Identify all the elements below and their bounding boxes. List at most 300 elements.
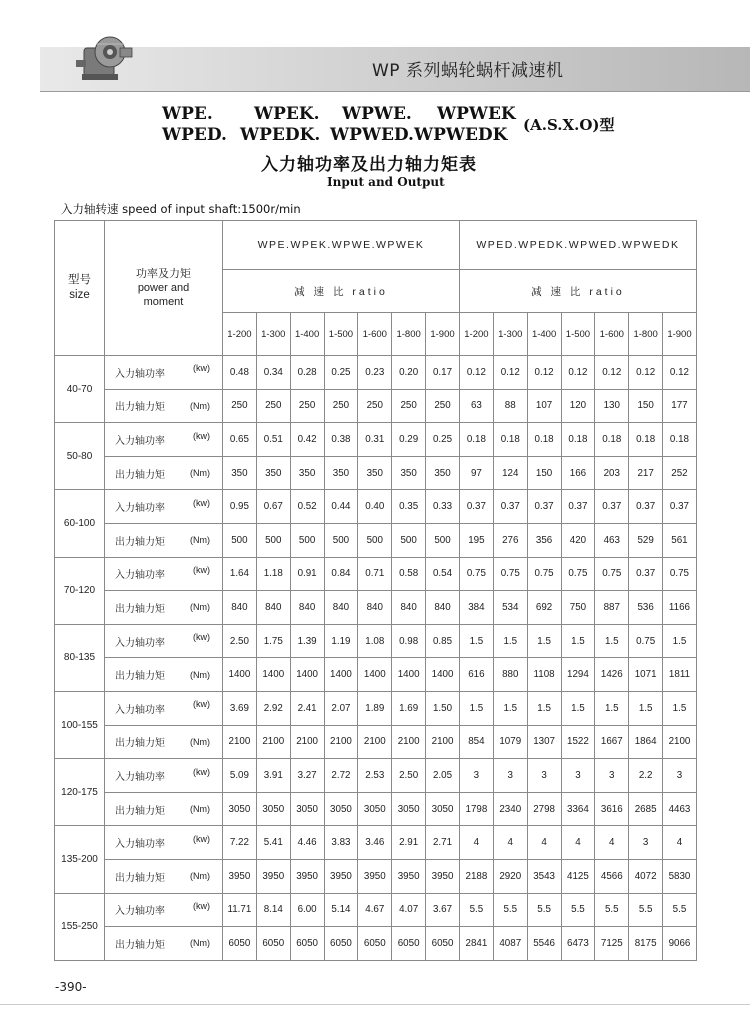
size-cell: 50-80 bbox=[55, 423, 105, 490]
quantity-label: 入力轴功率 bbox=[115, 368, 165, 380]
group-header-1: WPE.WPEK.WPWE.WPWEK bbox=[223, 221, 460, 270]
power-value-cell: 2.91 bbox=[392, 826, 426, 860]
power-value-cell: 0.51 bbox=[256, 423, 290, 457]
power-value-cell: 1.5 bbox=[595, 624, 629, 658]
quantity-label: 出力轴力矩 bbox=[115, 805, 165, 817]
power-value-cell: 0.18 bbox=[663, 423, 697, 457]
torque-value-cell: 350 bbox=[223, 456, 257, 490]
torque-value-cell: 217 bbox=[629, 456, 663, 490]
torque-value-cell: 840 bbox=[324, 591, 358, 625]
power-value-cell: 0.12 bbox=[493, 356, 527, 390]
table-row bbox=[55, 893, 697, 927]
power-value-cell: 7.22 bbox=[223, 826, 257, 860]
quantity-label: 入力轴功率 bbox=[115, 503, 165, 515]
title-english: Input and Output bbox=[327, 175, 445, 189]
power-value-cell: 0.48 bbox=[223, 356, 257, 390]
torque-value-cell: 6050 bbox=[256, 927, 290, 961]
label-en-2: moment bbox=[143, 296, 184, 308]
unit-label: (kw) bbox=[193, 699, 210, 710]
torque-value-cell: 1071 bbox=[629, 658, 663, 692]
power-value-cell: 2.50 bbox=[392, 759, 426, 793]
input-power-label bbox=[105, 759, 223, 793]
power-value-cell: 5.5 bbox=[629, 893, 663, 927]
power-value-cell: 0.37 bbox=[459, 490, 493, 524]
power-value-cell: 1.5 bbox=[595, 691, 629, 725]
torque-value-cell: 840 bbox=[392, 591, 426, 625]
power-value-cell: 4.67 bbox=[358, 893, 392, 927]
size-cell: 60-100 bbox=[55, 490, 105, 557]
unit-label: (kw) bbox=[193, 497, 210, 508]
torque-value-cell: 3950 bbox=[223, 859, 257, 893]
unit-label: (Nm) bbox=[190, 400, 210, 411]
power-value-cell: 0.98 bbox=[392, 624, 426, 658]
unit-label: (Nm) bbox=[190, 602, 210, 613]
power-value-cell: 0.75 bbox=[595, 557, 629, 591]
power-value-cell: 0.44 bbox=[324, 490, 358, 524]
power-value-cell: 0.52 bbox=[290, 490, 324, 524]
output-torque-label bbox=[105, 389, 223, 423]
power-value-cell: 1.5 bbox=[527, 624, 561, 658]
unit-label: (Nm) bbox=[190, 938, 210, 949]
table-row bbox=[55, 725, 697, 759]
torque-value-cell: 1108 bbox=[527, 658, 561, 692]
torque-value-cell: 3364 bbox=[561, 792, 595, 826]
power-value-cell: 0.23 bbox=[358, 356, 392, 390]
power-value-cell: 2.92 bbox=[256, 691, 290, 725]
ratio-cell: 1-500 bbox=[324, 313, 358, 356]
torque-value-cell: 384 bbox=[459, 591, 493, 625]
torque-value-cell: 2100 bbox=[358, 725, 392, 759]
unit-label: (kw) bbox=[193, 363, 210, 374]
power-value-cell: 4 bbox=[459, 826, 493, 860]
quantity-label: 入力轴功率 bbox=[115, 771, 165, 783]
title-model-wpwe: WPWE. bbox=[342, 104, 412, 124]
quantity-label: 出力轴力矩 bbox=[115, 603, 165, 615]
torque-value-cell: 4566 bbox=[595, 859, 629, 893]
torque-value-cell: 8175 bbox=[629, 927, 663, 961]
power-value-cell: 4 bbox=[493, 826, 527, 860]
torque-value-cell: 3950 bbox=[324, 859, 358, 893]
ratio-cell: 1-300 bbox=[493, 313, 527, 356]
power-value-cell: 3 bbox=[493, 759, 527, 793]
table-row bbox=[55, 859, 697, 893]
quantity-label: 出力轴力矩 bbox=[115, 872, 165, 884]
unit-label: (Nm) bbox=[190, 804, 210, 815]
power-value-cell: 0.75 bbox=[493, 557, 527, 591]
torque-value-cell: 1400 bbox=[324, 658, 358, 692]
size-cell: 155-250 bbox=[55, 893, 105, 960]
power-value-cell: 2.2 bbox=[629, 759, 663, 793]
torque-value-cell: 529 bbox=[629, 523, 663, 557]
power-value-cell: 0.91 bbox=[290, 557, 324, 591]
output-torque-label bbox=[105, 523, 223, 557]
title-model-wpwek: WPWEK bbox=[437, 104, 516, 124]
model-label-en: size bbox=[69, 289, 90, 301]
input-power-label bbox=[105, 624, 223, 658]
torque-value-cell: 500 bbox=[358, 523, 392, 557]
torque-value-cell: 500 bbox=[392, 523, 426, 557]
torque-value-cell: 107 bbox=[527, 389, 561, 423]
title-suffix: (A.S.X.O)型 bbox=[523, 116, 615, 134]
power-value-cell: 1.5 bbox=[629, 691, 663, 725]
power-value-cell: 2.72 bbox=[324, 759, 358, 793]
unit-label: (kw) bbox=[193, 632, 210, 643]
torque-value-cell: 692 bbox=[527, 591, 561, 625]
torque-value-cell: 2100 bbox=[324, 725, 358, 759]
ratio-cell: 1-200 bbox=[459, 313, 493, 356]
ratio-cell: 1-300 bbox=[256, 313, 290, 356]
torque-value-cell: 3543 bbox=[527, 859, 561, 893]
quantity-label: 出力轴力矩 bbox=[115, 402, 165, 414]
input-power-label bbox=[105, 893, 223, 927]
torque-value-cell: 1798 bbox=[459, 792, 493, 826]
power-value-cell: 0.12 bbox=[629, 356, 663, 390]
power-value-cell: 5.5 bbox=[663, 893, 697, 927]
unit-label: (Nm) bbox=[190, 468, 210, 479]
torque-value-cell: 97 bbox=[459, 456, 493, 490]
power-value-cell: 0.75 bbox=[561, 557, 595, 591]
torque-value-cell: 561 bbox=[663, 523, 697, 557]
input-power-label bbox=[105, 356, 223, 390]
ratio-cell: 1-400 bbox=[290, 313, 324, 356]
torque-value-cell: 7125 bbox=[595, 927, 629, 961]
ratio-cell: 1-800 bbox=[392, 313, 426, 356]
power-value-cell: 0.33 bbox=[426, 490, 460, 524]
power-value-cell: 0.25 bbox=[426, 423, 460, 457]
torque-value-cell: 536 bbox=[629, 591, 663, 625]
power-value-cell: 4 bbox=[663, 826, 697, 860]
power-value-cell: 1.5 bbox=[561, 691, 595, 725]
power-value-cell: 5.5 bbox=[459, 893, 493, 927]
power-value-cell: 0.20 bbox=[392, 356, 426, 390]
torque-value-cell: 2100 bbox=[290, 725, 324, 759]
torque-value-cell: 887 bbox=[595, 591, 629, 625]
power-value-cell: 0.40 bbox=[358, 490, 392, 524]
input-power-label bbox=[105, 490, 223, 524]
torque-value-cell: 880 bbox=[493, 658, 527, 692]
torque-value-cell: 500 bbox=[256, 523, 290, 557]
power-value-cell: 1.5 bbox=[663, 691, 697, 725]
power-value-cell: 0.34 bbox=[256, 356, 290, 390]
torque-value-cell: 463 bbox=[595, 523, 629, 557]
torque-value-cell: 124 bbox=[493, 456, 527, 490]
title-chinese: 入力轴功率及出力轴力矩表 bbox=[261, 155, 477, 175]
title-model-wpedk: WPEDK. bbox=[240, 125, 321, 145]
torque-value-cell: 1400 bbox=[256, 658, 290, 692]
ratio-cell: 1-800 bbox=[629, 313, 663, 356]
table-row bbox=[55, 792, 697, 826]
torque-value-cell: 1079 bbox=[493, 725, 527, 759]
col-header-power-moment bbox=[105, 221, 223, 356]
quantity-label: 出力轴力矩 bbox=[115, 469, 165, 481]
ratio-cell: 1-400 bbox=[527, 313, 561, 356]
torque-value-cell: 4087 bbox=[493, 927, 527, 961]
power-value-cell: 1.5 bbox=[493, 624, 527, 658]
torque-value-cell: 840 bbox=[358, 591, 392, 625]
output-torque-label bbox=[105, 725, 223, 759]
input-speed-note: 入力轴转速 speed of input shaft:1500r/min bbox=[61, 202, 301, 216]
torque-value-cell: 1400 bbox=[223, 658, 257, 692]
quantity-label: 入力轴功率 bbox=[115, 906, 165, 918]
torque-value-cell: 500 bbox=[223, 523, 257, 557]
torque-value-cell: 63 bbox=[459, 389, 493, 423]
torque-value-cell: 150 bbox=[629, 389, 663, 423]
torque-value-cell: 1400 bbox=[358, 658, 392, 692]
power-value-cell: 5.5 bbox=[527, 893, 561, 927]
unit-label: (kw) bbox=[193, 430, 210, 441]
input-power-label bbox=[105, 691, 223, 725]
power-value-cell: 1.19 bbox=[324, 624, 358, 658]
power-value-cell: 1.69 bbox=[392, 691, 426, 725]
torque-value-cell: 1400 bbox=[426, 658, 460, 692]
torque-value-cell: 840 bbox=[290, 591, 324, 625]
table-row bbox=[55, 423, 697, 457]
torque-value-cell: 500 bbox=[290, 523, 324, 557]
power-value-cell: 2.05 bbox=[426, 759, 460, 793]
torque-value-cell: 3950 bbox=[256, 859, 290, 893]
torque-value-cell: 3050 bbox=[392, 792, 426, 826]
torque-value-cell: 2100 bbox=[223, 725, 257, 759]
power-value-cell: 0.37 bbox=[595, 490, 629, 524]
torque-value-cell: 3950 bbox=[392, 859, 426, 893]
unit-label: (Nm) bbox=[190, 736, 210, 747]
power-value-cell: 1.5 bbox=[527, 691, 561, 725]
torque-value-cell: 3950 bbox=[426, 859, 460, 893]
power-value-cell: 0.29 bbox=[392, 423, 426, 457]
power-value-cell: 0.35 bbox=[392, 490, 426, 524]
table-row bbox=[55, 591, 697, 625]
size-cell: 135-200 bbox=[55, 826, 105, 893]
torque-value-cell: 2920 bbox=[493, 859, 527, 893]
torque-value-cell: 2340 bbox=[493, 792, 527, 826]
power-value-cell: 1.64 bbox=[223, 557, 257, 591]
torque-value-cell: 203 bbox=[595, 456, 629, 490]
size-cell: 80-135 bbox=[55, 624, 105, 691]
title-model-wpe: WPE. bbox=[162, 104, 213, 124]
torque-value-cell: 2188 bbox=[459, 859, 493, 893]
power-value-cell: 0.12 bbox=[595, 356, 629, 390]
torque-value-cell: 2100 bbox=[392, 725, 426, 759]
power-value-cell: 4 bbox=[561, 826, 595, 860]
torque-value-cell: 1864 bbox=[629, 725, 663, 759]
title-model-wpwed: WPWED.WPWEDK bbox=[330, 125, 508, 145]
power-value-cell: 5.41 bbox=[256, 826, 290, 860]
table-row bbox=[55, 927, 697, 961]
power-value-cell: 0.37 bbox=[527, 490, 561, 524]
torque-value-cell: 1400 bbox=[290, 658, 324, 692]
power-value-cell: 0.75 bbox=[459, 557, 493, 591]
torque-value-cell: 350 bbox=[256, 456, 290, 490]
torque-value-cell: 130 bbox=[595, 389, 629, 423]
torque-value-cell: 1426 bbox=[595, 658, 629, 692]
power-value-cell: 2.71 bbox=[426, 826, 460, 860]
power-value-cell: 0.12 bbox=[561, 356, 595, 390]
power-value-cell: 0.38 bbox=[324, 423, 358, 457]
torque-value-cell: 3616 bbox=[595, 792, 629, 826]
torque-value-cell: 6473 bbox=[561, 927, 595, 961]
power-value-cell: 3.27 bbox=[290, 759, 324, 793]
power-value-cell: 4.07 bbox=[392, 893, 426, 927]
torque-value-cell: 2798 bbox=[527, 792, 561, 826]
quantity-label: 入力轴功率 bbox=[115, 704, 165, 716]
torque-value-cell: 166 bbox=[561, 456, 595, 490]
power-value-cell: 8.14 bbox=[256, 893, 290, 927]
power-value-cell: 3 bbox=[459, 759, 493, 793]
torque-value-cell: 250 bbox=[290, 389, 324, 423]
power-value-cell: 0.85 bbox=[426, 624, 460, 658]
torque-value-cell: 177 bbox=[663, 389, 697, 423]
torque-value-cell: 250 bbox=[358, 389, 392, 423]
power-value-cell: 3.69 bbox=[223, 691, 257, 725]
output-torque-label bbox=[105, 456, 223, 490]
torque-value-cell: 2841 bbox=[459, 927, 493, 961]
power-value-cell: 0.75 bbox=[527, 557, 561, 591]
power-value-cell: 3 bbox=[629, 826, 663, 860]
torque-value-cell: 6050 bbox=[358, 927, 392, 961]
unit-label: (Nm) bbox=[190, 535, 210, 546]
power-value-cell: 1.89 bbox=[358, 691, 392, 725]
torque-value-cell: 3950 bbox=[290, 859, 324, 893]
torque-value-cell: 350 bbox=[290, 456, 324, 490]
torque-value-cell: 2685 bbox=[629, 792, 663, 826]
power-value-cell: 0.12 bbox=[663, 356, 697, 390]
table-row bbox=[55, 356, 697, 390]
power-value-cell: 4.46 bbox=[290, 826, 324, 860]
input-power-label bbox=[105, 423, 223, 457]
power-value-cell: 0.18 bbox=[459, 423, 493, 457]
output-torque-label bbox=[105, 859, 223, 893]
power-value-cell: 0.37 bbox=[629, 557, 663, 591]
page-number: -390- bbox=[55, 980, 87, 994]
power-value-cell: 3 bbox=[595, 759, 629, 793]
ratio-cell: 1-600 bbox=[595, 313, 629, 356]
quantity-label: 入力轴功率 bbox=[115, 435, 165, 447]
torque-value-cell: 3050 bbox=[324, 792, 358, 826]
power-value-cell: 0.37 bbox=[561, 490, 595, 524]
power-value-cell: 1.5 bbox=[459, 691, 493, 725]
torque-value-cell: 250 bbox=[223, 389, 257, 423]
ratio-header-1: 减 速 比 ratio bbox=[223, 270, 460, 313]
torque-value-cell: 534 bbox=[493, 591, 527, 625]
power-value-cell: 0.37 bbox=[493, 490, 527, 524]
torque-value-cell: 350 bbox=[392, 456, 426, 490]
power-value-cell: 0.18 bbox=[561, 423, 595, 457]
input-power-label bbox=[105, 826, 223, 860]
torque-value-cell: 250 bbox=[392, 389, 426, 423]
output-torque-label bbox=[105, 591, 223, 625]
torque-value-cell: 1667 bbox=[595, 725, 629, 759]
quantity-label: 入力轴功率 bbox=[115, 839, 165, 851]
power-value-cell: 0.18 bbox=[527, 423, 561, 457]
power-torque-table bbox=[54, 220, 697, 961]
power-value-cell: 0.58 bbox=[392, 557, 426, 591]
output-torque-label bbox=[105, 927, 223, 961]
table-body bbox=[55, 356, 697, 961]
torque-value-cell: 840 bbox=[256, 591, 290, 625]
title-model-wpek: WPEK. bbox=[254, 104, 320, 124]
power-value-cell: 4 bbox=[527, 826, 561, 860]
power-value-cell: 1.5 bbox=[663, 624, 697, 658]
power-value-cell: 0.67 bbox=[256, 490, 290, 524]
torque-value-cell: 252 bbox=[663, 456, 697, 490]
ratio-cell: 1-900 bbox=[426, 313, 460, 356]
torque-value-cell: 1307 bbox=[527, 725, 561, 759]
power-value-cell: 5.5 bbox=[561, 893, 595, 927]
power-value-cell: 0.42 bbox=[290, 423, 324, 457]
unit-label: (kw) bbox=[193, 900, 210, 911]
torque-value-cell: 2100 bbox=[256, 725, 290, 759]
output-torque-label bbox=[105, 792, 223, 826]
power-value-cell: 3.91 bbox=[256, 759, 290, 793]
footer-divider bbox=[0, 1004, 750, 1005]
power-value-cell: 3.83 bbox=[324, 826, 358, 860]
torque-value-cell: 840 bbox=[426, 591, 460, 625]
power-value-cell: 1.5 bbox=[493, 691, 527, 725]
torque-value-cell: 195 bbox=[459, 523, 493, 557]
table-row bbox=[55, 658, 697, 692]
table-row bbox=[55, 557, 697, 591]
power-value-cell: 0.75 bbox=[629, 624, 663, 658]
torque-value-cell: 500 bbox=[426, 523, 460, 557]
power-value-cell: 0.31 bbox=[358, 423, 392, 457]
power-value-cell: 1.39 bbox=[290, 624, 324, 658]
torque-value-cell: 750 bbox=[561, 591, 595, 625]
power-value-cell: 2.07 bbox=[324, 691, 358, 725]
power-value-cell: 0.84 bbox=[324, 557, 358, 591]
label-en-1: power and bbox=[137, 282, 190, 294]
torque-value-cell: 4072 bbox=[629, 859, 663, 893]
power-value-cell: 0.18 bbox=[629, 423, 663, 457]
table-row bbox=[55, 490, 697, 524]
torque-value-cell: 3050 bbox=[256, 792, 290, 826]
table-row bbox=[55, 523, 697, 557]
power-value-cell: 0.71 bbox=[358, 557, 392, 591]
torque-value-cell: 1166 bbox=[663, 591, 697, 625]
power-value-cell: 2.41 bbox=[290, 691, 324, 725]
ratio-cell: 1-500 bbox=[561, 313, 595, 356]
size-cell: 100-155 bbox=[55, 691, 105, 758]
power-value-cell: 3.67 bbox=[426, 893, 460, 927]
torque-value-cell: 2100 bbox=[663, 725, 697, 759]
power-value-cell: 1.18 bbox=[256, 557, 290, 591]
torque-value-cell: 1522 bbox=[561, 725, 595, 759]
torque-value-cell: 350 bbox=[358, 456, 392, 490]
torque-value-cell: 1811 bbox=[663, 658, 697, 692]
torque-value-cell: 3050 bbox=[358, 792, 392, 826]
power-value-cell: 0.37 bbox=[663, 490, 697, 524]
title-model-wped: WPED. bbox=[162, 125, 227, 145]
col-header-model bbox=[55, 221, 105, 356]
power-value-cell: 4 bbox=[595, 826, 629, 860]
torque-value-cell: 120 bbox=[561, 389, 595, 423]
power-value-cell: 0.12 bbox=[459, 356, 493, 390]
torque-value-cell: 2100 bbox=[426, 725, 460, 759]
unit-label: (kw) bbox=[193, 766, 210, 777]
power-value-cell: 0.28 bbox=[290, 356, 324, 390]
power-value-cell: 3 bbox=[527, 759, 561, 793]
quantity-label: 出力轴力矩 bbox=[115, 939, 165, 951]
torque-value-cell: 3050 bbox=[290, 792, 324, 826]
power-value-cell: 3.46 bbox=[358, 826, 392, 860]
torque-value-cell: 3950 bbox=[358, 859, 392, 893]
table-row bbox=[55, 389, 697, 423]
table-row bbox=[55, 826, 697, 860]
table-row bbox=[55, 691, 697, 725]
torque-value-cell: 840 bbox=[223, 591, 257, 625]
group-header-2: WPED.WPEDK.WPWED.WPWEDK bbox=[459, 221, 696, 270]
torque-value-cell: 276 bbox=[493, 523, 527, 557]
power-value-cell: 2.50 bbox=[223, 624, 257, 658]
